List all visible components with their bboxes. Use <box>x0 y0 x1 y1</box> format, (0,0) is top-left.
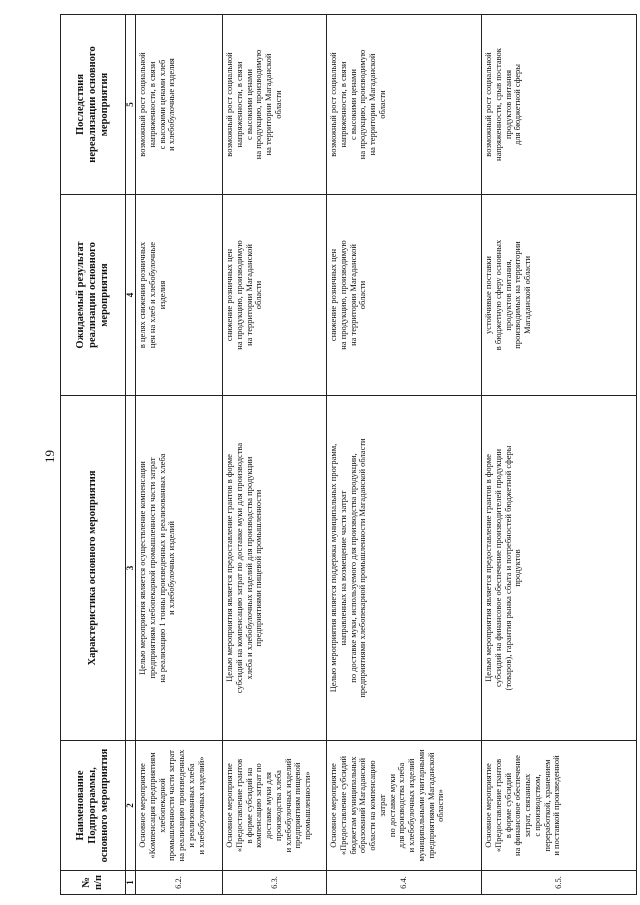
measure-name: Основное мероприятие «Предоставление грантов в форме субсидий на финансовое обеспечение затрат, связанных с производством, переработкой, хранением и поставкой произведенной <box>482 741 637 871</box>
measure-description: Целью мероприятия является поддержка муниципальных программ, направленных на возмещение части затрат по доставке муки, используемого для производства продукции, предприятиями хлебопекарной промышленности Магаданской области <box>327 396 482 741</box>
measure-description: Целью мероприятия является предоставление грантов в форме субсидий на финансовое обеспечение производителей продукции (товаров), гарантия рынка сбыта и потребностей бюджетной сферы продуктов <box>482 396 637 741</box>
non-implementation-consequence: возможный рост социальной напряженности, в связи с высокими ценами на продукцию, производимую на территории Магаданской области <box>223 15 327 195</box>
row-number: 6.2. <box>136 871 223 895</box>
table-row <box>136 15 223 895</box>
measure-name: Основное мероприятие «Предоставление грантов в форме субсидий на компенсацию затрат по доставке муки для производства хлеба и хлебобулочных изделий предприятиям пищевой промышленности» <box>223 741 327 871</box>
header-number: № п/п <box>61 871 126 895</box>
measure-name: Основное мероприятие «Предоставление субсидий бюджетам муниципальных образований Магаданской области на компенсацию затрат по доставке муки для производства хлеба и хлебобулочных изделий муниципальными унитарными предприятиями Магаданской области» <box>327 741 482 871</box>
column-number: 3 <box>126 396 136 741</box>
column-number: 2 <box>126 741 136 871</box>
header-name: Наименование Подпрограммы, основного мероприятия <box>61 741 126 871</box>
expected-result: снижение розничных цен на продукцию, производимую на территории Магаданской области <box>327 195 482 396</box>
non-implementation-consequence: возможный рост социальной напряженности, в связи с высокими ценами хлеб и хлебобулочные изделия <box>136 15 223 195</box>
measure-description: Целью мероприятия является осуществление компенсации предприятиям хлебопекарной промышленности части затрат на реализацию 1 тонны произведенных и реализованных хлеба и хлебобулочных изделий <box>136 396 223 741</box>
column-number: 4 <box>126 195 136 396</box>
page-number: 19 <box>42 450 57 463</box>
table-header-row <box>61 15 126 895</box>
table-row <box>223 15 327 895</box>
non-implementation-consequence: возможный рост социальной напряженности, срыв поставок продуктов питания для бюджетной сферы <box>482 15 637 195</box>
expected-result: снижение розничных цен на продукцию, производимую на территории Магаданской области <box>223 195 327 396</box>
header-consequence: Последствия нереализации основного мероприятия <box>61 15 126 195</box>
column-number-row <box>126 15 136 895</box>
header-result: Ожидаемый результат реализации основного мероприятия <box>61 195 126 396</box>
table-row <box>327 15 482 895</box>
header-description: Характеристика основного мероприятия <box>61 396 126 741</box>
expected-result: устойчивые поставки в бюджетную сферу основных продуктов питания, производимых на территории Магаданской области <box>482 195 637 396</box>
expected-result: в целях снижения розничных цен на хлеб и хлебобулочные изделия <box>136 195 223 396</box>
measure-name: Основное мероприятие «Компенсация предприятиям хлебопекарной промышленности части затрат на реализацию произведенных и реализованных хлеба и хлебобулочных изделий» <box>136 741 223 871</box>
row-number: 6.5. <box>482 871 637 895</box>
row-number: 6.3. <box>223 871 327 895</box>
non-implementation-consequence: возможный рост социальной напряженности, в связи с высокими ценами на продукцию, производимую на территории Магаданской области <box>327 15 482 195</box>
row-number: 6.4. <box>327 871 482 895</box>
measures-table <box>60 14 637 895</box>
column-number: 1 <box>126 871 136 895</box>
table-row <box>482 15 637 895</box>
measure-description: Целью мероприятия является предоставление грантов в форме субсидий на компенсацию затрат по доставке муки для производства хлеба и хлебобулочных изделий для производства продукции предприятиями пищевой промышленности <box>223 396 327 741</box>
column-number: 5 <box>126 15 136 195</box>
